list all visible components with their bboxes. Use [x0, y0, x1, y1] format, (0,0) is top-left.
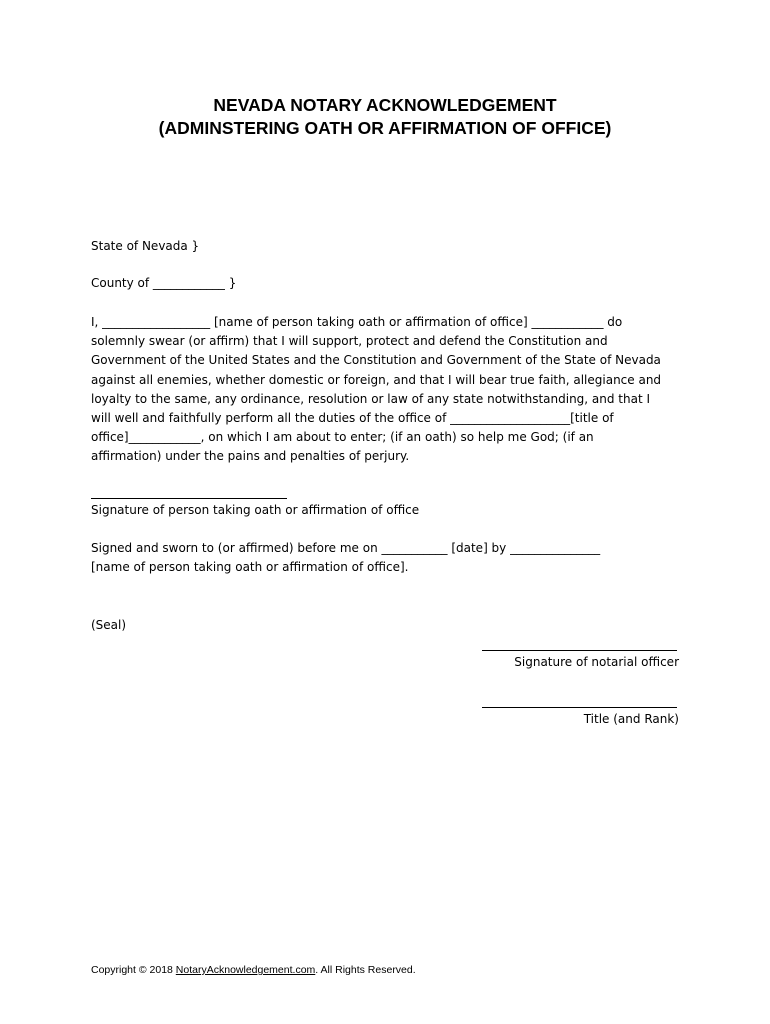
notary-signature-line [482, 650, 677, 651]
document-title [0, 94, 770, 140]
sworn-statement-line-2: [name of person taking oath or affirmation of office]. [91, 560, 409, 574]
oath-line: office]____________, on which I am about to enter; (if an oath) so help me God; (if an [91, 430, 594, 445]
affiant-signature-label: Signature of person taking oath or affirmation of office [91, 503, 420, 517]
affiant-signature-line [91, 498, 287, 499]
oath-line: affirmation) under the pains and penalties of perjury. [91, 449, 410, 464]
copyright-footer [91, 964, 416, 976]
oath-line: loyalty to the same, any ordinance, resolution or law of any state notwithstanding, and that I [91, 391, 651, 406]
title-rank-line [482, 707, 677, 708]
title-rank-label: Title (and Rank) [583, 712, 679, 726]
copyright-suffix: . All Rights Reserved. [315, 964, 416, 976]
oath-line: will well and faithfully perform all the duties of the office of ____________________[title of [91, 411, 614, 426]
seal-label: (Seal) [91, 618, 127, 632]
notary-signature-label: Signature of notarial officer [514, 655, 679, 669]
oath-line: solemnly swear (or affirm) that I will support, protect and defend the Constitution and [91, 334, 608, 349]
copyright-prefix: Copyright © 2018 [91, 964, 176, 976]
site-link[interactable]: NotaryAcknowledgement.com [175, 964, 316, 976]
sworn-statement-line-1: Signed and sworn to (or affirmed) before me on ___________ [date] by _______________ [91, 541, 601, 555]
state-venue: State of Nevada } [91, 239, 200, 253]
county-venue: County of ____________ } [91, 276, 237, 290]
oath-line: against all enemies, whether domestic or foreign, and that I will bear true faith, allegiance and [91, 372, 662, 387]
oath-line: I, __________________ [name of person taking oath or affirmation of office] ____________ do [91, 315, 623, 329]
oath-line: Government of the United States and the Constitution and Government of the State of Nevada [91, 353, 661, 368]
title-line-2: (ADMINSTERING OATH OR AFFIRMATION OF OFFICE) [158, 118, 612, 138]
oath-paragraph [91, 313, 691, 467]
title-line-1: NEVADA NOTARY ACKNOWLEDGEMENT [213, 95, 557, 115]
